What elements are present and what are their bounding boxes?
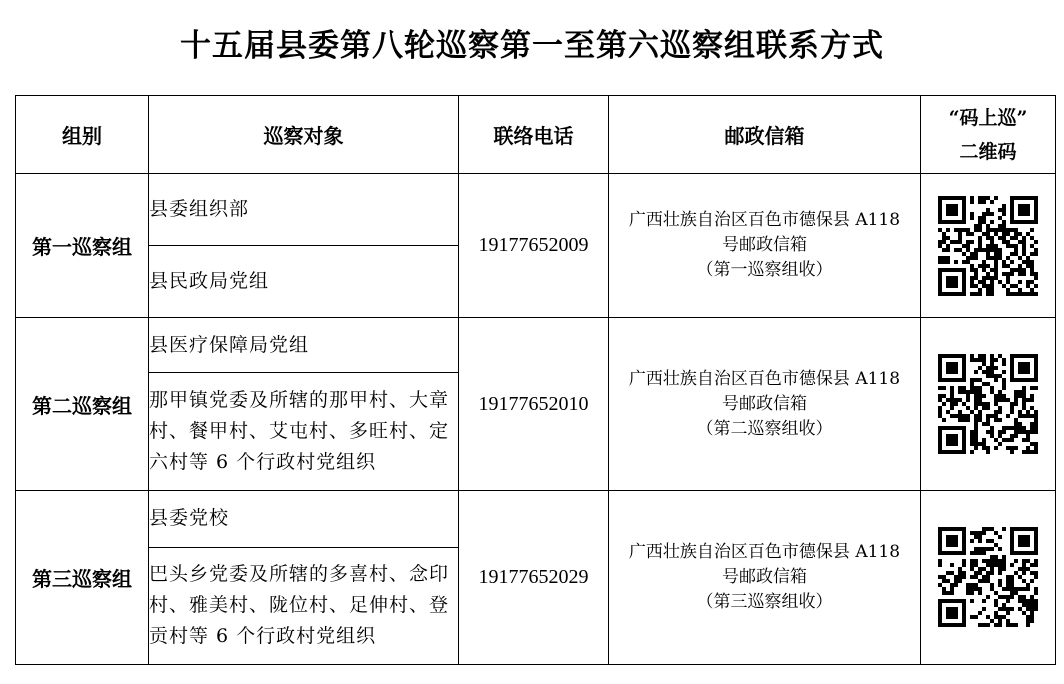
header-phone: 联络电话: [459, 96, 609, 174]
table-header-row: [16, 96, 1056, 174]
mail-line1: 广西壮族自治区百色市德保县 A118: [628, 210, 901, 231]
mail-line2: 号邮政信箱: [722, 393, 807, 414]
patrol-target: 那甲镇党委及所辖的那甲村、大章村、餐甲村、艾屯村、多旺村、定六村等 6 个行政村党组织: [149, 373, 459, 490]
group-name: 第三巡察组: [16, 490, 149, 664]
header-target: 巡察对象: [149, 96, 459, 174]
contact-table: [15, 95, 1056, 665]
header-mail: 邮政信箱: [609, 96, 921, 174]
mail-line2: 号邮政信箱: [722, 566, 807, 587]
mail-address: [609, 318, 921, 490]
qr-cell: [921, 174, 1056, 318]
mail-address: [609, 490, 921, 664]
table-row: [16, 490, 1056, 547]
group-name: 第一巡察组: [16, 174, 149, 318]
mail-line1: 广西壮族自治区百色市德保县 A118: [628, 541, 901, 562]
mail-line1: 广西壮族自治区百色市德保县 A118: [628, 368, 901, 389]
phone-number: 19177652029: [459, 490, 609, 664]
mail-line3: （第一巡察组收）: [696, 260, 833, 281]
patrol-target: 县医疗保障局党组: [149, 318, 459, 373]
patrol-target: 县民政局党组: [149, 246, 459, 318]
patrol-target: 县委党校: [149, 490, 459, 547]
group-name: 第二巡察组: [16, 318, 149, 490]
qr-cell: [921, 318, 1056, 490]
header-qr-line1: “码上巡”: [948, 106, 1028, 129]
mail-line2: 号邮政信箱: [722, 235, 807, 256]
header-qr-line2: 二维码: [959, 140, 1017, 163]
patrol-target: 县委组织部: [149, 174, 459, 246]
mail-line3: （第三巡察组收）: [696, 591, 833, 612]
header-group: 组别: [16, 96, 149, 174]
phone-number: 19177652010: [459, 318, 609, 490]
table-row: [16, 174, 1056, 246]
phone-number: 19177652009: [459, 174, 609, 318]
qr-cell: [921, 490, 1056, 664]
mail-line3: （第二巡察组收）: [696, 418, 833, 439]
patrol-target: 巴头乡党委及所辖的多喜村、念印村、雅美村、陇位村、足伸村、登贡村等 6 个行政村党组织: [149, 547, 459, 664]
table-row: [16, 318, 1056, 373]
header-qr: [921, 96, 1056, 174]
mail-address: [609, 174, 921, 318]
page-title: 十五届县委第八轮巡察第一至第六巡察组联系方式: [180, 28, 884, 64]
